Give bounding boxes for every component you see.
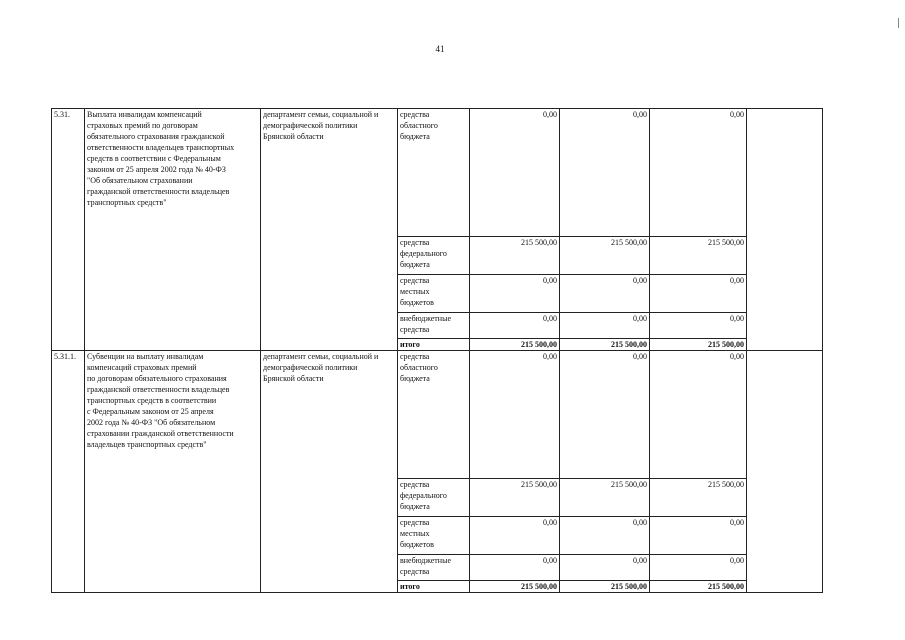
amount-year-1-total: 215 500,00 — [470, 581, 560, 593]
amount-year-2: 0,00 — [560, 313, 650, 339]
notes-cell — [747, 109, 823, 351]
amount-year-3: 0,00 — [650, 555, 747, 581]
funding-source-total: итого — [398, 339, 470, 351]
amount-year-1-total: 215 500,00 — [470, 339, 560, 351]
funding-source: средства местных бюджетов — [398, 275, 470, 313]
amount-year-3: 0,00 — [650, 313, 747, 339]
amount-year-3: 0,00 — [650, 109, 747, 237]
funding-source: средства федерального бюджета — [398, 479, 470, 517]
amount-year-1: 0,00 — [470, 351, 560, 479]
amount-year-2: 0,00 — [560, 517, 650, 555]
amount-year-2: 0,00 — [560, 351, 650, 479]
notes-cell — [747, 351, 823, 593]
amount-year-2: 0,00 — [560, 109, 650, 237]
funding-source: средства областного бюджета — [398, 109, 470, 237]
amount-year-1: 0,00 — [470, 109, 560, 237]
page-number: 41 — [435, 44, 445, 54]
amount-year-2: 215 500,00 — [560, 479, 650, 517]
amount-year-3: 215 500,00 — [650, 479, 747, 517]
executor: департамент семьи, социальной и демографической политики Брянской области — [261, 351, 398, 593]
amount-year-1: 0,00 — [470, 517, 560, 555]
funding-source-total: итого — [398, 581, 470, 593]
amount-year-2: 215 500,00 — [560, 237, 650, 275]
amount-year-3: 215 500,00 — [650, 237, 747, 275]
amount-year-1: 215 500,00 — [470, 237, 560, 275]
amount-year-3-total: 215 500,00 — [650, 339, 747, 351]
funding-source: средства федерального бюджета — [398, 237, 470, 275]
amount-year-1: 215 500,00 — [470, 479, 560, 517]
funding-source: средства местных бюджетов — [398, 517, 470, 555]
amount-year-3-total: 215 500,00 — [650, 581, 747, 593]
amount-year-2: 0,00 — [560, 555, 650, 581]
amount-year-1: 0,00 — [470, 275, 560, 313]
funding-source: внебюджетные средства — [398, 555, 470, 581]
budget-table — [51, 108, 823, 593]
executor: департамент семьи, социальной и демографической политики Брянской области — [261, 109, 398, 351]
amount-year-3: 0,00 — [650, 351, 747, 479]
item-name: Выплата инвалидам компенсаций страховых премий по договорам обязательного страхования гражданской ответственности владельцев транспортных средств в соответствии с Федеральным законом от 25 апреля 2002 года № 40-ФЗ "Об обязательном страховании гражданской ответственности владельцев транспортных средств" — [85, 109, 261, 351]
item-code: 5.31. — [52, 109, 85, 351]
table-row — [52, 109, 823, 237]
item-name: Субвенции на выплату инвалидам компенсаций страховых премий по договорам обязательного страхования гражданской ответственности владельцев транспортных средств в соответствии с Федеральным законом от 25 апреля 2002 года № 40-ФЗ "Об обязательном страховании гражданской ответственности владельцев транспортных средств" — [85, 351, 261, 593]
amount-year-1: 0,00 — [470, 313, 560, 339]
scan-edge-mark — [898, 18, 899, 28]
amount-year-3: 0,00 — [650, 275, 747, 313]
amount-year-2-total: 215 500,00 — [560, 339, 650, 351]
amount-year-3: 0,00 — [650, 517, 747, 555]
amount-year-1: 0,00 — [470, 555, 560, 581]
funding-source: внебюджетные средства — [398, 313, 470, 339]
funding-source: средства областного бюджета — [398, 351, 470, 479]
item-code: 5.31.1. — [52, 351, 85, 593]
amount-year-2: 0,00 — [560, 275, 650, 313]
amount-year-2-total: 215 500,00 — [560, 581, 650, 593]
table-row — [52, 351, 823, 479]
